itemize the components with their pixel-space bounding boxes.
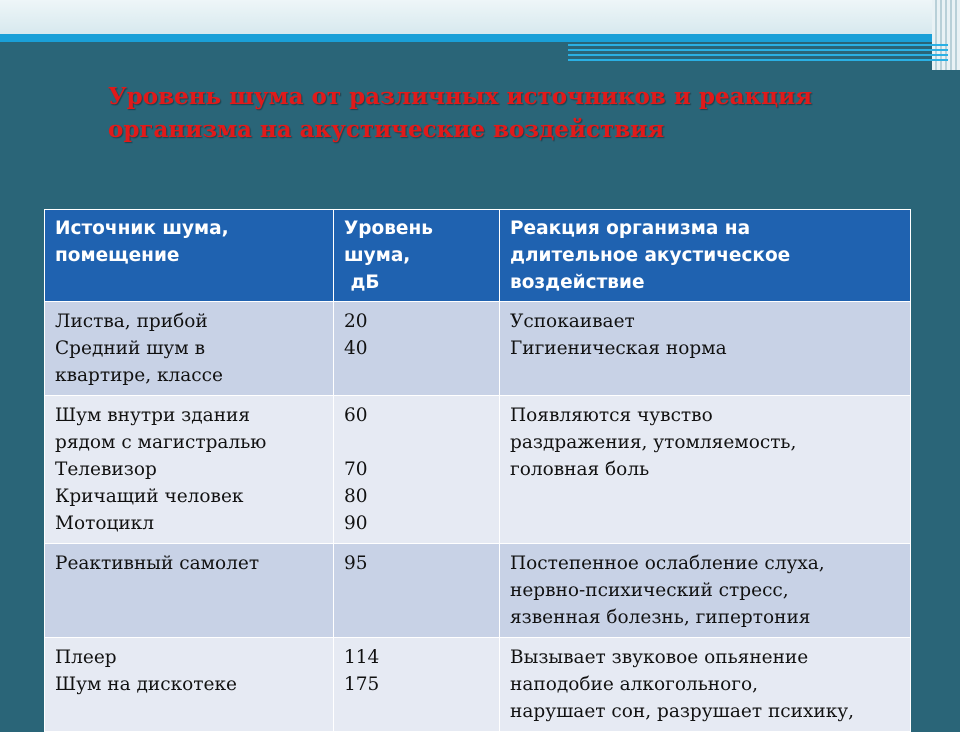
cell-level: 20 40 — [334, 302, 500, 396]
cell-reaction: Вызывает звуковое опьянение наподобие алкогольного, нарушает сон, разрушает психику, — [500, 638, 911, 732]
cell-level: 95 — [334, 544, 500, 638]
cell-reaction: Постепенное ослабление слуха, нервно-психический стресс, язвенная болезнь, гипертония — [500, 544, 911, 638]
noise-table — [44, 209, 911, 732]
table-header-row — [45, 210, 911, 302]
table-row — [45, 396, 911, 544]
cell-reaction: Появляются чувство раздражения, утомляемость, головная боль — [500, 396, 911, 544]
decorative-lines — [568, 44, 948, 70]
header-accent-line — [0, 34, 960, 42]
title-line-2: организма на акустические воздействия — [108, 116, 665, 143]
header-level: Уровень шума, дБ — [334, 210, 500, 302]
table-row — [45, 544, 911, 638]
cell-source: Реактивный самолет — [45, 544, 334, 638]
cell-level: 60 70 80 90 — [334, 396, 500, 544]
header-source: Источник шума, помещение — [45, 210, 334, 302]
cell-reaction: Успокаивает Гигиеническая норма — [500, 302, 911, 396]
header-band — [0, 0, 960, 36]
cell-level: 114 175 — [334, 638, 500, 732]
slide-title — [108, 80, 908, 146]
table-row — [45, 638, 911, 732]
cell-source: Плеер Шум на дискотеке — [45, 638, 334, 732]
cell-source: Листва, прибой Средний шум в квартире, классе — [45, 302, 334, 396]
header-reaction: Реакция организма на длительное акустическое воздействие — [500, 210, 911, 302]
cell-source: Шум внутри здания рядом с магистралью Телевизор Кричащий человек Мотоцикл — [45, 396, 334, 544]
title-line-1: Уровень шума от различных источников и реакция — [108, 83, 813, 110]
table-row — [45, 302, 911, 396]
